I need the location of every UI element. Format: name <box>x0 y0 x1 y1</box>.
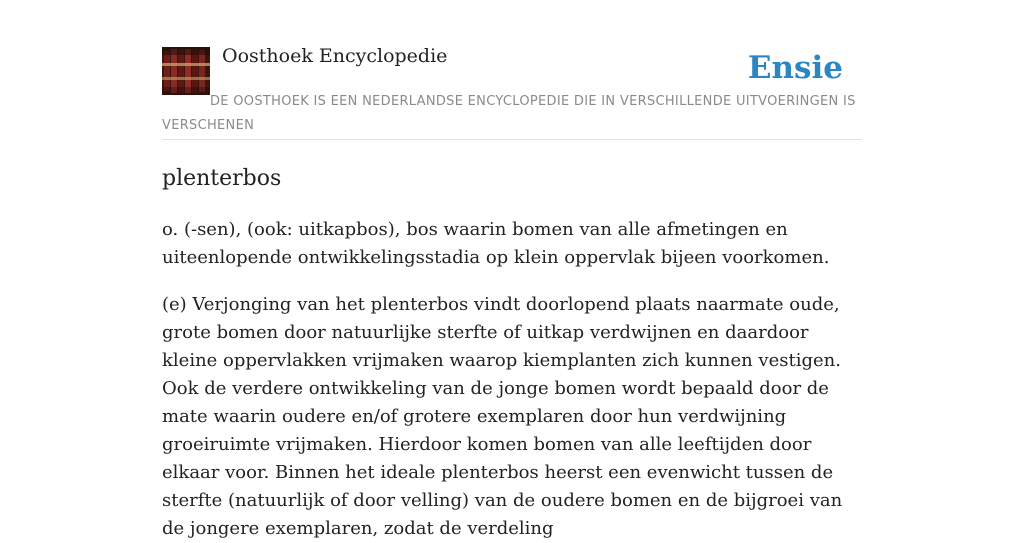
site-tagline: DE OOSTHOEK IS EEN NEDERLANDSE ENCYCLOPEDIE DIE IN VERSCHILLENDE UITVOERINGEN IS VERSCHENEN <box>162 94 856 133</box>
site-name[interactable]: Oosthoek Encyclopedie <box>222 45 448 67</box>
brand-logo-link[interactable]: Ensie <box>747 50 843 86</box>
article-paragraph-definition: o. (-sen), (ook: uitkapbos), bos waarin bomen van alle afmetingen en uiteenlopende ontwikkelingsstadia op klein oppervlak bijeen voorkomen. <box>162 219 830 268</box>
article <box>162 164 862 543</box>
site-header <box>162 0 862 140</box>
article-title: plenterbos <box>162 166 282 191</box>
page-container <box>162 0 862 543</box>
encyclopedia-avatar-icon[interactable] <box>162 47 210 95</box>
article-paragraph-explanation: (e) Verjonging van het plenterbos vindt doorlopend plaats naarmate oude, grote bomen door natuurlijke sterfte of uitkap verdwijnen en daardoor kleine oppervlakken vrijmaken waarop kiemplanten zich kunnen vestigen. Ook de verdere ontwikkeling van de jonge bomen wordt bepaald door de mate waarin oudere en/of grotere exemplaren door hun verdwijning groeiruimte vrijmaken. Hierdoor komen bomen van alle leeftijden door elkaar voor. Binnen het ideale plenterbos heerst een evenwicht tussen de sterfte (natuurlijk of door velling) van de oudere bomen en de bijgroei van de jongere exemplaren, zodat de verdeling <box>162 294 843 539</box>
